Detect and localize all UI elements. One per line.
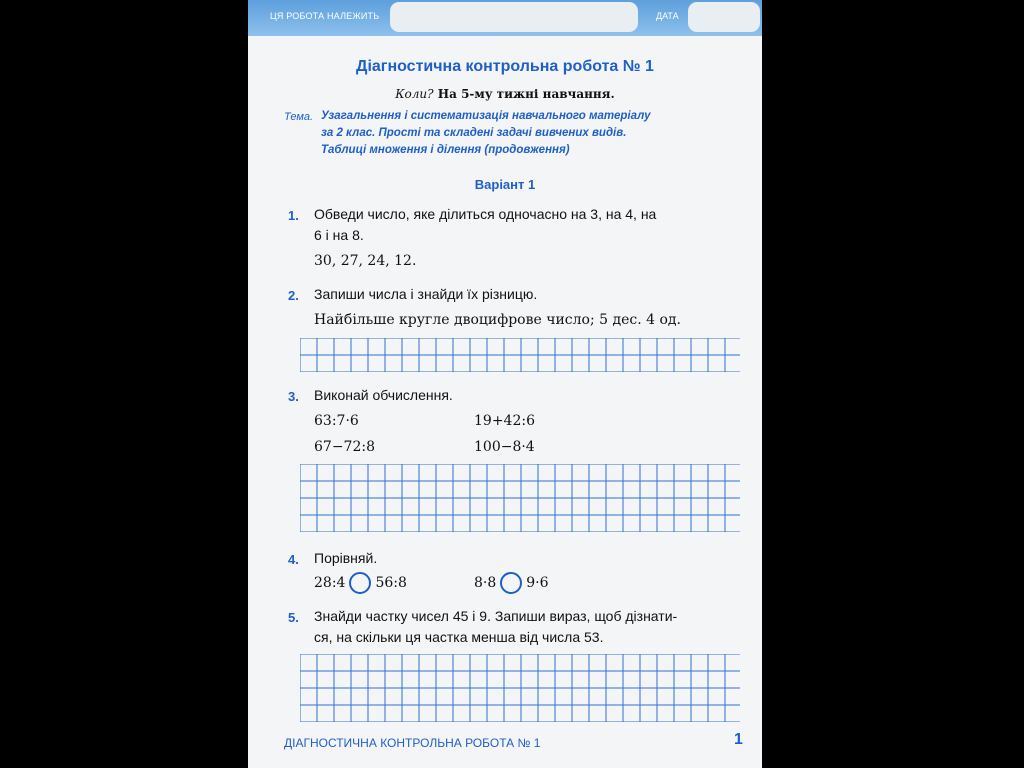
compare-left: 28:4 — [314, 575, 346, 591]
page-title: Діагностична контрольна робота № 1 — [356, 58, 654, 75]
answer-grid-5[interactable] — [300, 654, 740, 722]
variant-title: Варіант 1 — [474, 177, 536, 192]
owner-label: ЦЯ РОБОТА НАЛЕЖИТЬ — [270, 11, 380, 21]
topic-line: за 2 клас. Прості та складені задачі вивчених видів. — [321, 127, 627, 139]
topic-line: Таблиці множення і ділення (продовження) — [321, 144, 570, 156]
when-text: На 5-му тижні навчання. — [437, 87, 615, 101]
task-text: ся, на скільки ця частка менша від числа 53. — [314, 629, 604, 645]
answer-grid-3[interactable] — [300, 464, 740, 532]
when-line — [248, 87, 762, 101]
expression: 63:7·6 — [314, 413, 359, 429]
date-label: ДАТА — [656, 11, 679, 21]
topic-line: Узагальнення і систематизація навчального матеріалу — [321, 110, 651, 122]
worksheet-page — [248, 0, 762, 768]
when-label: Коли? — [395, 87, 434, 101]
compare-left: 8·8 — [474, 575, 497, 591]
compare-circle[interactable] — [349, 572, 371, 594]
expression: 100−8·4 — [474, 439, 535, 455]
date-field[interactable] — [688, 2, 760, 32]
compare-pair — [314, 572, 407, 594]
task-text: Обведи число, яке ділиться одночасно на 3, на 4, на — [314, 206, 657, 222]
topic-label: Тема. — [284, 111, 314, 123]
task-detail: Найбільше кругле двоцифрове число; 5 дес. 4 од. — [314, 312, 681, 328]
task-text: Виконай обчислення. — [314, 387, 453, 403]
compare-right: 56:8 — [375, 575, 407, 591]
page-number: 1 — [734, 731, 743, 748]
footer-title: ДІАГНОСТИЧНА КОНТРОЛЬНА РОБОТА № 1 — [284, 736, 541, 750]
task-number: 2. — [288, 288, 299, 303]
task-text: 6 і на 8. — [314, 227, 364, 243]
task-text: Знайди частку чисел 45 і 9. Запиши вираз, щоб дізнати- — [314, 608, 678, 624]
task-number: 3. — [288, 389, 299, 404]
expression: 67−72:8 — [314, 439, 375, 455]
task-number: 1. — [288, 208, 299, 223]
answer-grid-2[interactable] — [300, 338, 740, 372]
owner-name-field[interactable] — [390, 2, 638, 32]
header-bar — [248, 0, 762, 36]
compare-pair — [474, 572, 549, 594]
compare-right: 9·6 — [526, 575, 549, 591]
compare-circle[interactable] — [500, 572, 522, 594]
task-text: Порівняй. — [314, 550, 378, 566]
expression: 19+42:6 — [474, 413, 535, 429]
task-number: 4. — [288, 552, 299, 567]
task-number: 5. — [288, 610, 299, 625]
task-text: Запиши числа і знайди їх різницю. — [314, 286, 538, 302]
task-numbers[interactable]: 30, 27, 24, 12. — [314, 253, 417, 269]
